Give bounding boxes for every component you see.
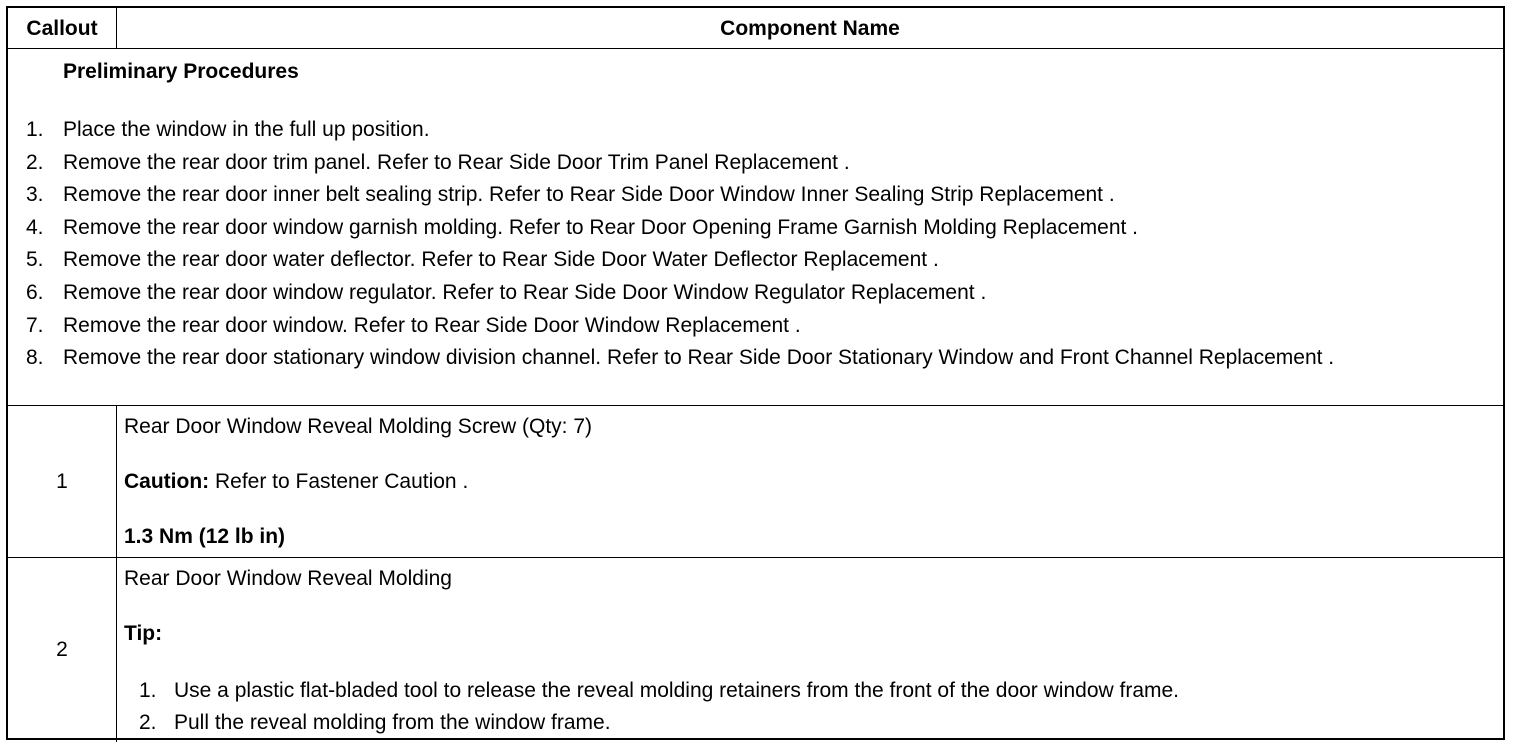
- list-item: [117, 676, 1179, 706]
- caution-text: Refer to Fastener Caution .: [209, 470, 469, 493]
- component-name: Rear Door Window Reveal Molding: [124, 567, 452, 590]
- step-number: 6.: [26, 280, 44, 304]
- step-number: 3.: [26, 183, 44, 207]
- tip-label: Tip:: [124, 622, 163, 645]
- list-item: [8, 278, 1493, 308]
- step-text: Remove the rear door window regulator. Refer to Rear Side Door Window Regulator Replacement .: [63, 280, 987, 304]
- list-item: [8, 180, 1493, 210]
- torque-spec: 1.3 Nm (12 lb in): [124, 525, 286, 548]
- step-text: Pull the reveal molding from the window frame.: [174, 711, 611, 734]
- list-item: [8, 213, 1493, 243]
- list-item: [8, 115, 1493, 145]
- step-text: Remove the rear door window garnish molding. Refer to Rear Door Opening Frame Garnish Molding Replacement .: [63, 215, 1139, 239]
- tip-steps-list: [117, 676, 1179, 740]
- step-text: Remove the rear door trim panel. Refer to Rear Side Door Trim Panel Replacement .: [63, 150, 850, 174]
- callout-number: 1: [8, 406, 117, 557]
- step-number: 5.: [26, 248, 44, 272]
- list-item: [8, 311, 1493, 341]
- list-item: [117, 708, 1179, 738]
- step-text: Use a plastic flat-bladed tool to release the reveal molding retainers from the front of the door window frame.: [174, 679, 1180, 702]
- table-row: [8, 558, 1503, 742]
- step-number: 2.: [26, 150, 44, 174]
- list-item: [8, 148, 1493, 178]
- step-text: Remove the rear door water deflector. Refer to Rear Side Door Water Deflector Replacement .: [63, 248, 939, 272]
- table-header-row: [8, 8, 1503, 49]
- list-item: [8, 343, 1493, 373]
- step-text: Remove the rear door inner belt sealing strip. Refer to Rear Side Door Window Inner Sealing Strip Replacement .: [63, 183, 1115, 207]
- caution-note: [124, 470, 468, 494]
- component-cell: [117, 406, 1503, 557]
- component-table: [6, 6, 1505, 740]
- step-text: Place the window in the full up position.: [63, 118, 430, 141]
- step-text: Remove the rear door window. Refer to Rear Side Door Window Replacement .: [63, 313, 801, 337]
- component-cell: [117, 558, 1503, 742]
- preliminary-steps-list: [8, 115, 1493, 376]
- component-name-column-header: Component Name: [720, 17, 900, 40]
- caution-label: Caution:: [124, 470, 210, 493]
- step-number: 1.: [26, 118, 44, 141]
- step-number: 8.: [26, 346, 44, 370]
- table-row: [8, 406, 1503, 558]
- step-number: 4.: [26, 215, 44, 239]
- step-text: Remove the rear door stationary window division channel. Refer to Rear Side Door Stationary Window and Front Channel Replacement .: [63, 346, 1335, 370]
- list-item: [8, 245, 1493, 275]
- step-number: 2.: [139, 711, 157, 734]
- step-number: 7.: [26, 313, 44, 337]
- callout-number: 2: [8, 558, 117, 742]
- callout-column-header: Callout: [8, 8, 117, 49]
- step-number: 1.: [139, 679, 157, 702]
- preliminary-procedures-title: Preliminary Procedures: [63, 60, 299, 83]
- preliminary-procedures-row: [8, 49, 1503, 406]
- component-name: Rear Door Window Reveal Molding Screw (Qty: 7): [124, 415, 592, 438]
